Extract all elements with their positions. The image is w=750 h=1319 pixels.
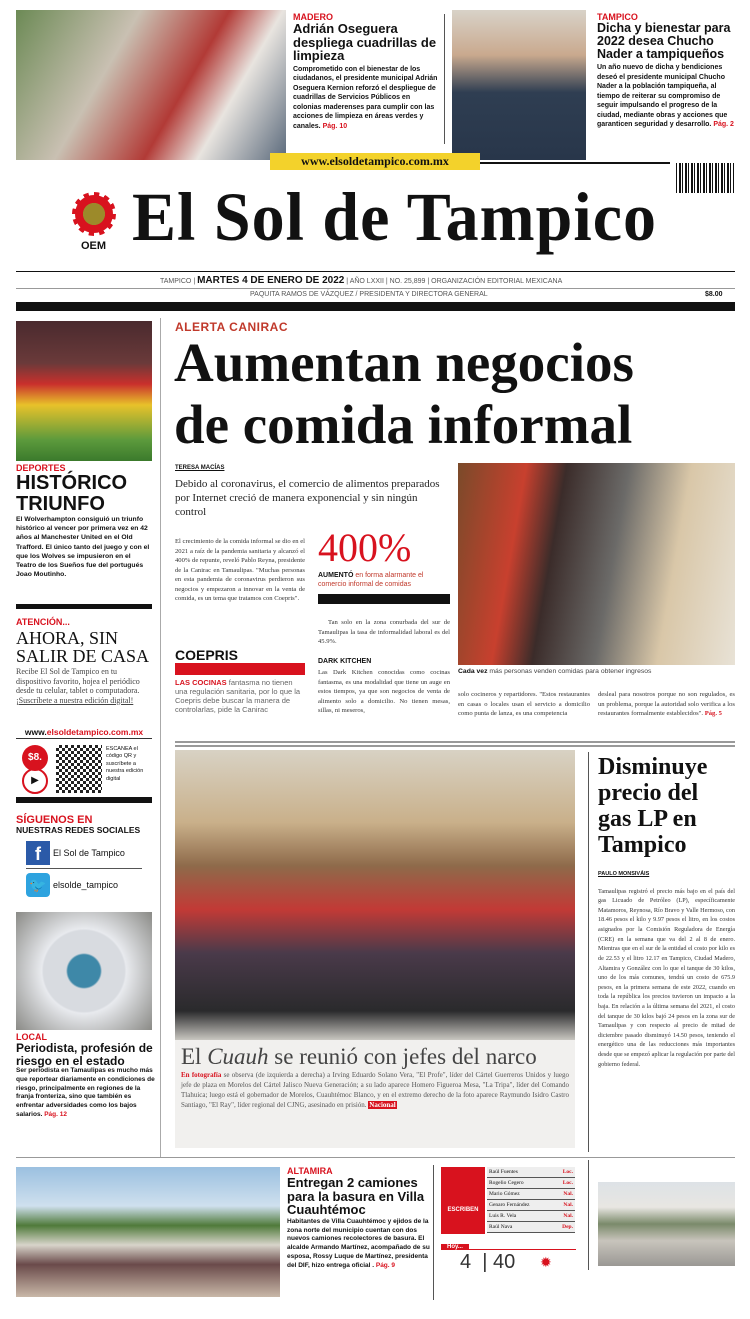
main-col2: Tan solo en la zona conurbada del sur de Tamaulipas la tasa de informalidad laboral es del 45.9%. <box>318 619 450 646</box>
digital-promo[interactable] <box>16 617 152 705</box>
section-label: MADERO <box>293 12 333 22</box>
date: MARTES 4 DE ENERO DE 2022 <box>197 275 345 286</box>
sports-story[interactable] <box>16 463 152 579</box>
twitter-icon: 🐦 <box>26 873 50 897</box>
kitchen-caption: Cada vez más personas venden comidas para obtener ingresos <box>458 668 652 675</box>
promo-text: Recibe El Sol de Tampico en tu dispositivo favorito, hojea el periódico desde tu celular, tablet o computadora. <box>16 667 140 696</box>
section-label: TAMPICO <box>597 12 638 22</box>
barcode <box>676 163 734 193</box>
narco-headline: El Cuauh se reunió con jefes del narco <box>181 1044 537 1069</box>
section-label: LOCAL <box>16 1032 47 1042</box>
columnists-list <box>487 1167 575 1233</box>
organization: ORGANIZACIÓN EDITORIAL MEXICANA <box>431 278 563 285</box>
columnist-name: Raúl Fuentes <box>489 1169 518 1175</box>
social-block <box>16 815 152 897</box>
summary: se observa (de izquierda a derecha) a Irving Eduardo Solano Vera, "El Profe", líder del Cártel Guerreros Unidos y luego jefe de plaza en Morelos del Cártel Jalisco Nueva Generación; a su lado aparece Homero Figueroa Mesa, "La Tripa", líder del Comando Tlahuica; luego está el gobernador de Morelos, Cuauhtémoc Blanco, y en el extremo derecho de la foto aparece Raymundo Isidro Castro Santiago, "El Ray", líder regional del CJNG, asesinado en prisión. <box>181 1071 570 1110</box>
headline: Disminuye precio del gas LP en Tampico <box>598 754 708 858</box>
altamira-story[interactable] <box>287 1166 432 1271</box>
sports-photo <box>16 321 152 461</box>
narco-story[interactable] <box>175 1040 575 1148</box>
columnist-section: Dep. <box>562 1224 573 1230</box>
columnist-name: Raúl Nava <box>489 1224 513 1230</box>
tampico-story[interactable] <box>597 12 737 129</box>
section-label: ALTAMIRA <box>287 1166 333 1176</box>
kitchen-photo <box>458 463 735 665</box>
stat-caption: AUMENTÓ en forma alarmante el comercio informal de comidas <box>318 572 424 589</box>
columnist-row[interactable] <box>487 1178 575 1189</box>
columnist-name: Genaro Fernández <box>489 1202 530 1208</box>
facebook-icon: f <box>26 841 50 865</box>
summary: Ser periodista en Tamaulipas es mucho más que reportear diariamente en condiciones de riesgo, principalmente en regiones de la franja fronteriza, sino que también es enfrentar adversidades como los bajos salarios. <box>16 1067 155 1119</box>
main-col4: desleal para nosotros porque no son regulados, es un problema, porque la autoridad solo verifica a los restaurantes formalmente establecidos". Pág. 5 <box>598 691 735 718</box>
section-label: ATENCIÓN... <box>16 617 70 627</box>
main-headline-line1[interactable]: Aumentan negocios <box>174 332 634 393</box>
headline: Periodista, profesión de riesgo en el estado <box>16 1041 153 1068</box>
qr-code[interactable] <box>56 745 102 793</box>
main-headline-line2[interactable]: de comida informal <box>174 394 633 455</box>
headline: Dicha y bienestar para 2022 desea Chucho Nader a tampiqueños <box>597 21 731 62</box>
coepris-text: LAS COCINAS fantasma no tienen una regulación sanitaria, por lo que la Coepris debe buscar la manera de controlarlas, pide la Canirac <box>175 678 301 714</box>
columnist-name: Rogelio Cegero <box>489 1180 524 1186</box>
headline: HISTÓRICO TRIUNFO <box>16 472 128 515</box>
local-photo <box>16 912 152 1030</box>
facebook-link[interactable]: f El Sol de Tampico <box>26 841 142 869</box>
play-icon[interactable]: ▶ <box>22 768 48 794</box>
altamira-photo <box>16 1167 280 1297</box>
coepris-title: COEPRIS <box>175 647 239 663</box>
oem-logo <box>66 192 121 260</box>
main-byline: TERESA MACÍAS <box>175 465 225 471</box>
city: TAMPICO <box>160 278 192 285</box>
section-tag: Nacional <box>369 1101 396 1110</box>
columnist-section: Loc. <box>562 1169 573 1175</box>
sun-icon: ✹ <box>540 1254 552 1270</box>
social-subtitle: NUESTRAS REDES SOCIALES <box>16 825 141 835</box>
main-col2b: Las Dark Kitchen conocidas como cocinas fantasma, es una modalidad que tiene un auge en estos tiempos, ya que son negocios de venta de alimento solo a domicilio. No tienen mesas, sillas, ni meseros, <box>318 669 450 715</box>
columnist-row[interactable] <box>487 1211 575 1222</box>
article-body: Tamaulipas registró el precio más bajo en el país del gas Licuado de Petróleo (LP), específicamente Matamoros, Reynosa, Río Bravo y Valle Hermoso, con 18.46 pesos el kilo y 9.97 pesos el litro, en los costos asignados por la Comisión Reguladora de Energía (CRE) en la semana que va del 2 al 8 de enero. Mientras que en el sur de la entidad el costo por kilo es de 22.53 y el litro 12.17 en Tampico, Ciudad Madero, Altamira y González con lo que el tanque de 30 kilos, uno de los más comunes, tendrá un costo de 675.9 pesos, en la primera semana de este 2022, cuando en toda la república los precios tuvieron un impacto a la baja. En relación a la última semana del 2021, el costo del tanque de 30 kilos bajó 24 pesos en la zona sur de Tamaulipas y con respecto al precio de mitad de diciembre pasado disminuyó 14.50 pesos, teniendo el energético una de las reducciones más importantes desde que se empezó aplicar la regulación por parte del gobierno federal. <box>598 887 735 1068</box>
main-deck: Debido al coronavirus, el comercio de alimentos preparados por Internet creció de manera exponencial y sin ningún control <box>175 478 440 518</box>
page-ref: Pág. 9 <box>375 1261 396 1269</box>
main-col1: El crecimiento de la comida informal se dio en el 2021 a raíz de la pandemia sanitaria y alcanzó el 400% de repunte, reveló Pablo Reyna, presidente de la Canirac en Tamaulipas. "Muchas personas en esta pandemia de coronavirus perdieron sus negocios y empezaron a innovar en la venta de comida, es un tema que tratamos con Coepris". <box>175 538 306 603</box>
columnist-row[interactable] <box>487 1189 575 1200</box>
columnist-section: Nal. <box>563 1213 573 1219</box>
columnist-name: Luis R. Vela <box>489 1213 517 1219</box>
main-col3: solo cocineros y repartidores. "Estos restaurantes en casas o locales usan el servicio a domicilio como punta de lanza, es una competencia <box>458 691 590 718</box>
page-ref: Pág. 10 <box>322 122 348 130</box>
summary: El Wolverhampton consiguió un triunfo histórico al vencer por primera vez en 42 años al Manchester United en el Old Trafford. El único tanto del juego y con el que los Wolves se impusieron en el Teatro de los Sueños fue del portugués Joao Moutinho. <box>16 516 150 579</box>
lead-label: En fotografía <box>181 1071 222 1079</box>
page-ref: Pág. 5 <box>704 710 722 718</box>
logo-text: OEM <box>80 240 107 252</box>
social-title: SÍGUENOS EN <box>16 814 93 826</box>
price: $8.00 <box>705 291 723 298</box>
headline: AHORA, SIN SALIR DE CASA <box>16 628 150 666</box>
stat-number: 400% <box>318 525 412 570</box>
narco-photo <box>175 750 575 1040</box>
dark-kitchen-title: DARK KITCHEN <box>318 658 372 665</box>
main-kicker: ALERTA CANIRAC <box>175 320 288 334</box>
sun-emblem-icon <box>72 192 116 236</box>
gas-truck-photo <box>598 1182 735 1266</box>
summary: Un año nuevo de dicha y bendiciones deseó el presidente municipal Chucho Nader a la población tampiqueña, al tiempo de reiterar su compromiso de seguir impulsando el progreso de la ciudad, mediante obras y acciones que garanticen seguridad y desarrollo. <box>597 64 728 128</box>
columnist-section: Loc. <box>562 1180 573 1186</box>
director-line: PAQUITA RAMOS DE VÁZQUEZ / PRESIDENTA Y DIRECTORA GENERAL <box>250 291 488 298</box>
year: AÑO LXXII <box>349 278 384 285</box>
columnist-row[interactable] <box>487 1222 575 1233</box>
promo-url[interactable]: www.elsoldetampico.com.mx <box>16 727 152 739</box>
summary: Habitantes de Villa Cuauhtémoc y ejidos de la zona norte del municipio cuentan con dos nuevos camiones recolectores de basura. El alcalde Armando Martínez, acompañado de su esposa, Rossy Luque de Martínez, presidenta del DIF, hizo entrega oficial . <box>287 1217 430 1269</box>
subscribe-link[interactable]: ¡Suscríbete a nuestra edición digital! <box>16 695 134 705</box>
columnist-row[interactable] <box>487 1167 575 1178</box>
qr-instructions: ESCANEA el código QR y suscríbete a nuestra edición digital <box>106 746 144 782</box>
dateline: TAMPICO | MARTES 4 DE ENERO DE 2022 | AÑO LXXII | NO. 25,899 | ORGANIZACIÓN EDITORIAL MEXICANA <box>160 275 563 286</box>
temperature: 4 | 40 <box>460 1251 516 1273</box>
headline: Entregan 2 camiones para la basura en Villa Cuauhtémoc <box>287 1175 425 1218</box>
summary: Comprometido con el bienestar de los ciudadanos, el presidente municipal Adrián Oseguera Kernion reforzó el despliegue de cuadrillas de Servicios Públicos en colonias maderenses para cumplir con las acciones de limpieza en áreas verdes y canales. <box>293 65 438 130</box>
gas-story[interactable] <box>598 755 735 1069</box>
headline: Adrián Oseguera despliega cuadrillas de limpieza <box>293 21 437 64</box>
madero-story[interactable] <box>293 12 438 131</box>
twitter-link[interactable]: 🐦 elsolde_tampico <box>26 873 142 897</box>
columnists-logo: ESCRIBEN <box>441 1167 485 1234</box>
issue-number: NO. 25,899 <box>389 278 426 285</box>
section-label: DEPORTES <box>16 463 66 473</box>
columnist-row[interactable] <box>487 1200 575 1211</box>
top-photo-madero <box>16 10 286 160</box>
columnist-section: Nal. <box>563 1202 573 1208</box>
newspaper-title[interactable]: El Sol de Tampico <box>132 179 657 256</box>
byline: PAULO MONSIVÁIS <box>598 870 650 877</box>
page-ref: Pág. 2 <box>713 121 734 128</box>
columnist-name: Mario Gómez <box>489 1191 520 1197</box>
page-ref: Pág. 12 <box>44 1111 67 1119</box>
website-link[interactable]: www.elsoldetampico.com.mx <box>270 153 480 170</box>
top-photo-tampico <box>452 10 586 160</box>
columnist-section: Nal. <box>563 1191 573 1197</box>
price-badge: $8. <box>22 745 48 771</box>
weather-today: Hoy... <box>441 1244 469 1250</box>
local-story[interactable] <box>16 1032 156 1120</box>
